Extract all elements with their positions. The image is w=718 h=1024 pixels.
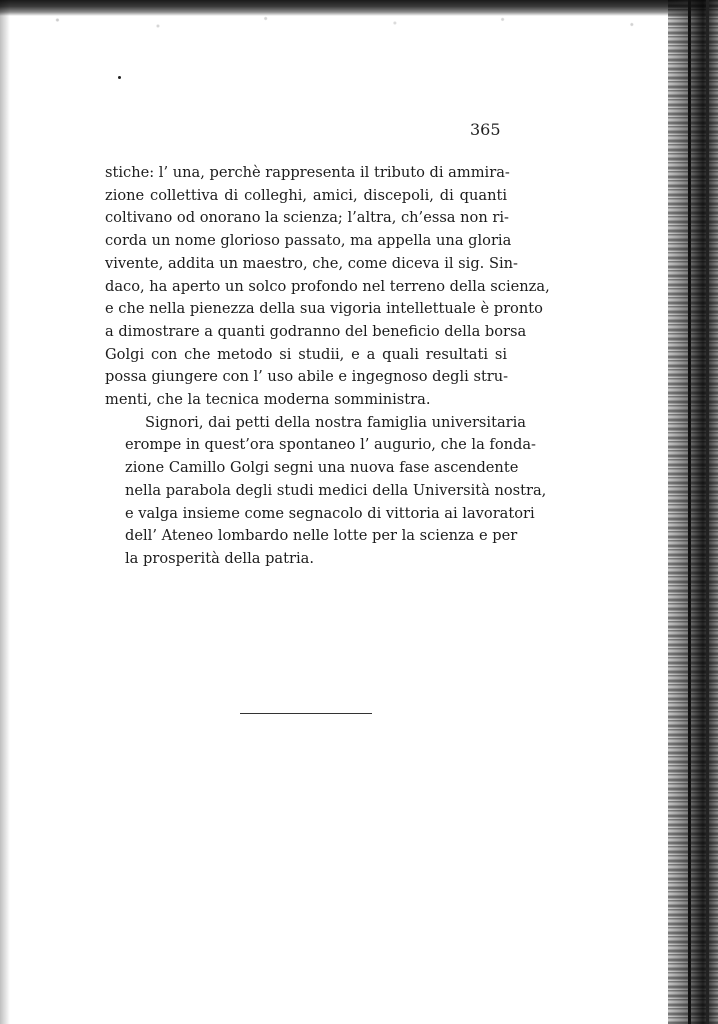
text-line: zione collettiva di colleghi, amici, discepoli, di quanti xyxy=(105,186,507,204)
text-line: nella parabola degli studi medici della Università nostra, xyxy=(125,481,547,499)
text-line: a dimostrare a quanti godranno del beneficio della borsa xyxy=(105,322,527,340)
text-line: erompe in quest’ora spontaneo l’ augurio, che la fonda- xyxy=(125,436,536,454)
scan-right-binding-line-outer xyxy=(706,0,709,1024)
ink-speck xyxy=(118,76,121,79)
text-line: Golgi con che metodo si studii, e a quali resultati si xyxy=(105,345,507,363)
scan-right-binding-line xyxy=(688,0,691,1024)
closing-rule xyxy=(240,713,372,714)
text-line: zione Camillo Golgi segni una nuova fase ascendente xyxy=(125,459,519,477)
paragraph-2 xyxy=(105,412,547,571)
body-text xyxy=(105,162,550,571)
text-line: corda un nome glorioso passato, ma appella una gloria xyxy=(105,232,512,250)
page-number: 365 xyxy=(470,120,501,139)
text-line: e che nella pienezza della sua vigoria intellettuale è pronto xyxy=(105,300,543,318)
scan-top-speckle xyxy=(0,14,718,44)
text-line: la prosperità della patria. xyxy=(125,549,314,567)
scan-left-edge xyxy=(0,0,10,1024)
text-line: possa giungere con l’ uso abile e ingegnoso degli stru- xyxy=(105,368,509,386)
text-line: Signori, dai petti della nostra famiglia universitaria xyxy=(145,413,526,431)
text-line: dell’ Ateneo lombardo nelle lotte per la scienza e per xyxy=(125,527,518,545)
paragraph-1 xyxy=(105,162,550,412)
text-line: coltivano od onorano la scienza; l’altra, ch’essa non ri- xyxy=(105,209,509,227)
text-line: e valga insieme come segnacolo di vittoria ai lavoratori xyxy=(125,504,535,522)
text-line: daco, ha aperto un solco profondo nel terreno della scienza, xyxy=(105,277,550,295)
scan-right-binding-edge xyxy=(668,0,718,1024)
text-line: stiche: l’ una, perchè rappresenta il tributo di ammira- xyxy=(105,164,510,181)
text-line: menti, che la tecnica moderna somministra. xyxy=(105,391,431,409)
text-line: vivente, addita un maestro, che, come diceva il sig. Sin- xyxy=(105,254,518,272)
